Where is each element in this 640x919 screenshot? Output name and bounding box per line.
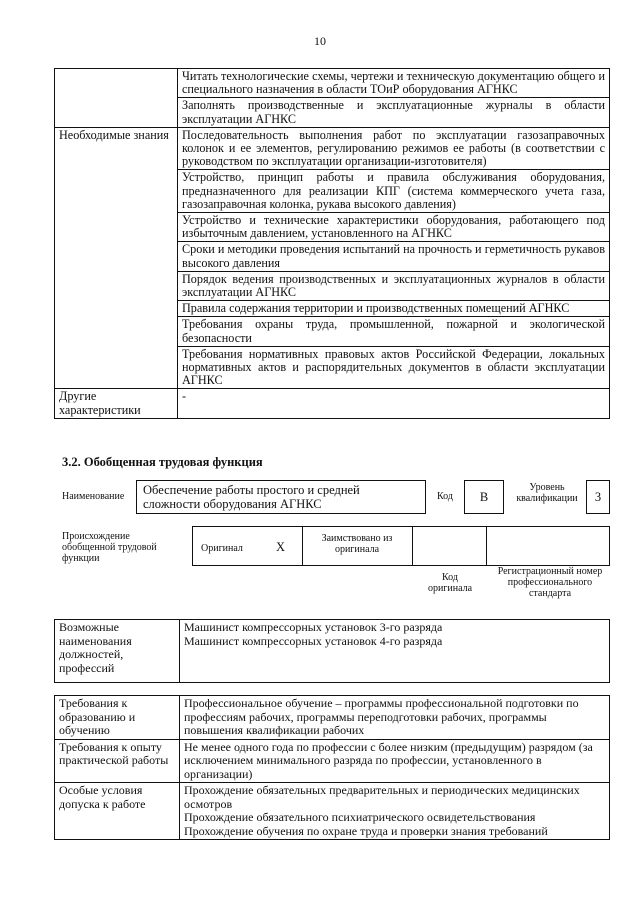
origin-divider-1 [412,526,413,566]
requirement-values [180,696,610,740]
requirements-table [54,695,610,840]
page-number: 10 [314,34,326,48]
requirement-item: Не менее одного года по профессии с более низким (предыдущим) разрядом (за исключением минимального разряда по профессии, установленного в организации) [184,739,593,781]
reg-number-label: Регистрационный номер профессионального стандарта [497,566,603,599]
row-label: Необходимые знания [55,127,178,389]
requirement-label: Требования к образованию и обучению [55,696,180,740]
requirement-item: Прохождение обучения по охране труда и проверки знания требований [184,823,548,838]
requirement-item: Профессиональное обучение – программы профессиональной подготовки по профессиям рабочих, программы переподготовки рабочих, программы повышения квалификации рабочих [184,696,579,737]
original-label: Оригинал [201,543,243,554]
row-item: Устройство, принцип работы и правила обслуживания оборудования, предназначенного для реализации КПГ (система коммерческого учета газа, газозаправочная колонка, рукава высокого давления) [178,170,610,213]
positions-values [180,620,610,683]
code-value: В [464,480,504,514]
requirement-item: Прохождение обязательного психиатрического освидетельствования [184,810,536,824]
position-item: Машинист компрессорных установок 3-го разряда [184,620,443,634]
row-item: Последовательность выполнения работ по эксплуатации газозаправочных колонок и ее элементов, регулированию режимов ее работы (в соответствии с руководством по эксплуатации организации-изготовителя) [178,127,610,170]
level-value: 3 [586,480,610,514]
naming-value: Обеспечение работы простого и средней сложности оборудования АГНКС [136,480,426,514]
requirement-row [55,739,610,783]
positions-row [55,620,610,683]
positions-label: Возможные наименования должностей, профессий [55,620,180,683]
code-original-label: Код оригинала [427,572,473,594]
row-item: - [178,389,610,418]
row-item: Правила содержания территории и производственных помещений АГНКС [178,301,610,317]
row-label [55,69,178,128]
row-label: Другие характеристики [55,389,178,418]
requirement-label: Особые условия допуска к работе [55,783,180,840]
requirement-row [55,696,610,740]
original-mark: X [276,540,286,554]
row-item: Устройство и технические характеристики оборудования, работающего под избыточным давлением, установленного на АГНКС [178,213,610,242]
positions-table [54,619,610,683]
row-item: Требования охраны труда, промышленной, пожарной и экологической безопасности [178,317,610,346]
row-item: Заполнять производственные и эксплуатационные журналы в области эксплуатации АГНКС [178,98,610,127]
naming-label: Наименование [62,491,125,502]
row-item: Требования нормативных правовых актов Российской Федерации, локальных нормативных актов и распорядительных документов в области эксплуатации АГНКС [178,346,610,389]
requirement-row [55,783,610,840]
section-title: 3.2. Обобщенная трудовая функция [62,455,263,469]
borrowed-label: Заимствовано из оригинала [321,533,393,555]
row-item: Сроки и методики проведения испытаний на прочность и герметичность рукавов высокого давления [178,242,610,271]
row-item: Читать технологические схемы, чертежи и техническую документацию общего и специального назначения в области ТОиР оборудования АГНКС [178,69,610,98]
position-item: Машинист компрессорных установок 4-го разряда [184,633,443,648]
origin-divider-2 [486,526,487,566]
table-row [55,69,610,98]
requirement-label: Требования к опыту практической работы [55,739,180,783]
knowledge-table [54,68,610,419]
code-label: Код [437,491,453,502]
requirement-values [180,783,610,840]
table-row [55,127,610,170]
requirement-item: Прохождение обязательных предварительных и периодических медицинских осмотров [184,783,580,811]
table-row [55,389,610,418]
origin-label: Происхождение обобщенной трудовой функции [62,531,157,564]
level-label: Уровень квалификации [516,482,578,504]
origin-divider-0 [302,526,303,566]
row-item: Порядок ведения производственных и эксплуатационных журналов в области эксплуатации АГНКС [178,271,610,300]
requirement-values [180,739,610,783]
